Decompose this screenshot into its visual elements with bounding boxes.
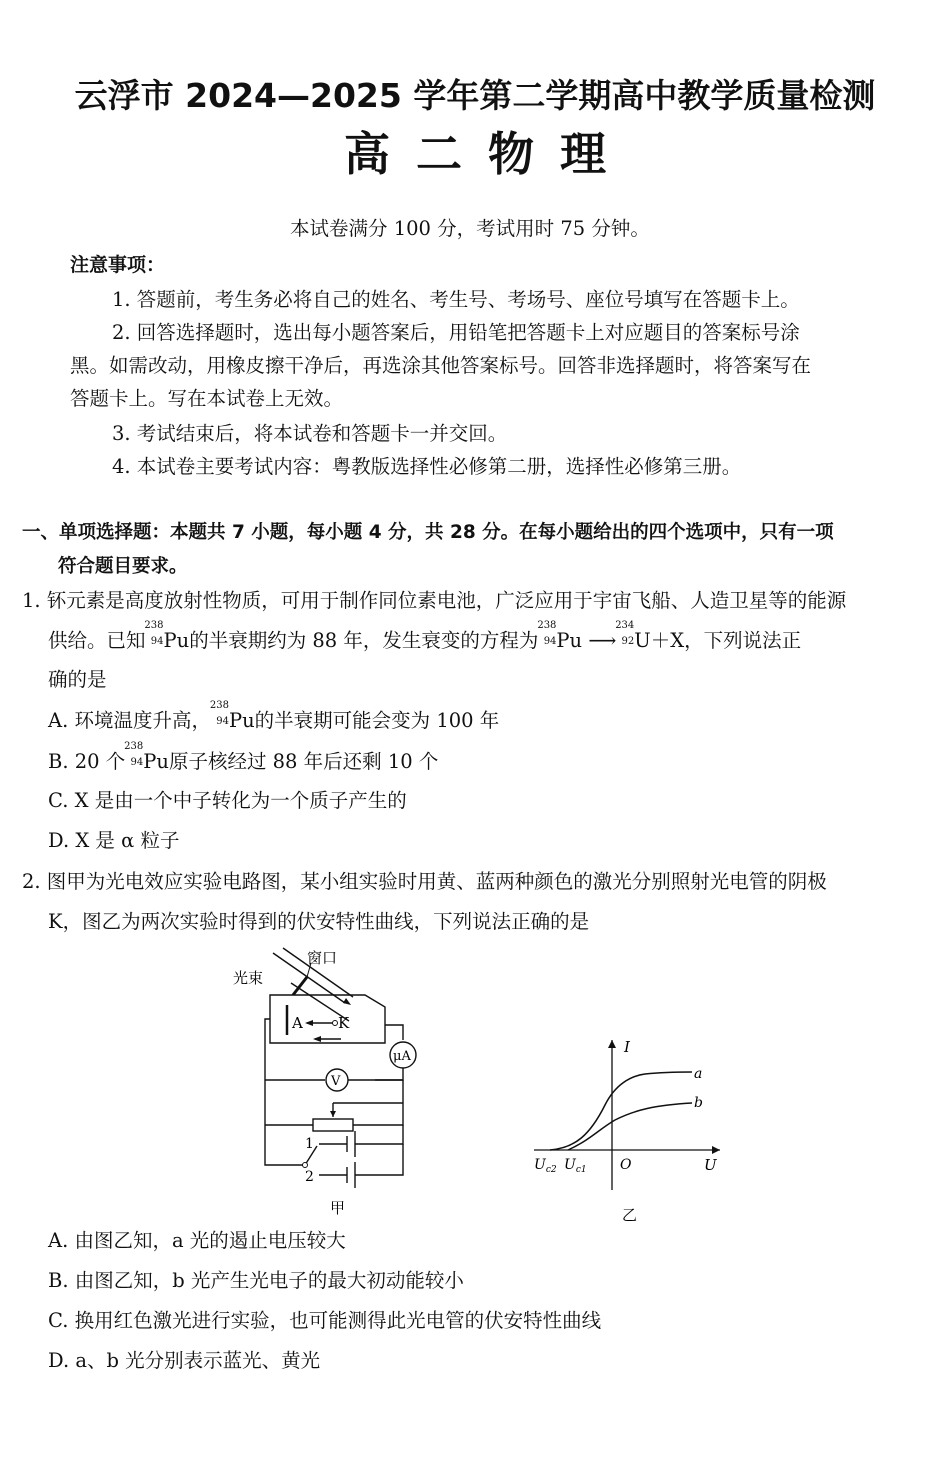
note-3: 3. 考试结束后，将本试卷和答题卡一并交回。	[112, 422, 508, 445]
curve-a	[550, 1072, 692, 1150]
notes-heading: 注意事项：	[70, 254, 166, 276]
note-1: 1. 答题前，考生务必将自己的姓名、考生号、考场号、座位号填写在答题卡上。	[112, 288, 800, 311]
cathode-label: K	[338, 1014, 350, 1032]
q2-line2: K，图乙为两次实验时得到的伏安特性曲线，下列说法正确的是	[48, 910, 590, 933]
note-4: 4. 本试卷主要考试内容：粤教版选择性必修第二册，选择性必修第三册。	[112, 455, 742, 478]
exam-intro: 本试卷满分 100 分，考试用时 75 分钟。	[290, 217, 650, 240]
rheostat	[313, 1119, 353, 1131]
q1-line3: 确的是	[48, 668, 107, 691]
q1-line2: 供给。已知 238 94 Pu的半衰期约为 88 年，发生衰变的方程为 238 94 Pu ⟶ 234 92 U＋X，下列说法正	[48, 620, 802, 652]
u-isotope: 234 92	[615, 620, 635, 647]
curve-b	[568, 1103, 692, 1150]
iv-curve-graph	[520, 1030, 730, 1225]
figure-jia-caption: 甲	[330, 1199, 346, 1217]
curve-a-label: a	[694, 1066, 703, 1082]
q2-option-d: D. a、b 光分别表示蓝光、黄光	[48, 1349, 321, 1372]
curve-b-label: b	[694, 1095, 703, 1111]
section1-line1: 一、单项选择题：本题共 7 小题，每小题 4 分，共 28 分。在每小题给出的四个选项中，只有一项	[22, 522, 834, 543]
reaction-arrow: ⟶	[588, 629, 617, 652]
y-axis-label: I	[624, 1038, 630, 1056]
subject-title: 高二物理	[344, 127, 632, 181]
q2-line1: 2. 图甲为光电效应实验电路图，某小组实验时用黄、蓝两种颜色的激光分别照射光电管的阴极	[22, 870, 827, 893]
pu-isotope-1: 238 94	[144, 620, 164, 647]
origin-label: O	[620, 1157, 632, 1173]
ammeter-label: μA	[393, 1049, 411, 1064]
figure-yi-caption: 乙	[622, 1206, 638, 1224]
beam-arrowhead	[343, 998, 351, 1005]
exam-title: 云浮市 2024—2025 学年第二学期高中教学质量检测	[74, 76, 876, 115]
q1-option-c: C. X 是由一个中子转化为一个质子产生的	[48, 789, 407, 812]
switch-1-label: 1	[305, 1136, 314, 1152]
q1-option-d: D. X 是 α 粒子	[48, 829, 180, 852]
uc1-label: $U_{c1}$	[564, 1157, 587, 1175]
q1-option-a: A. 环境温度升高， 238 94 Pu的半衰期可能会变为 100 年	[48, 700, 500, 732]
switch-2-label: 2	[305, 1169, 314, 1185]
q2-option-a: A. 由图乙知，a 光的遏止电压较大	[48, 1229, 346, 1252]
window-label: 窗口	[307, 949, 338, 967]
section1-line2: 符合题目要求。	[58, 556, 188, 577]
note-2a: 2. 回答选择题时，选出每小题答案后，用铅笔把答题卡上对应题目的答案标号涂	[112, 321, 800, 344]
q2-option-c: C. 换用红色激光进行实验，也可能测得此光电管的伏安特性曲线	[48, 1309, 602, 1332]
x-axis-label: U	[704, 1156, 717, 1174]
q1-line1: 1. 钚元素是高度放射性物质，可用于制作同位素电池，广泛应用于宇宙飞船、人造卫星等的能源	[22, 589, 847, 612]
q2-option-b: B. 由图乙知，b 光产生光电子的最大初动能较小	[48, 1269, 464, 1292]
note-2c: 答题卡上。写在本试卷上无效。	[70, 387, 344, 410]
voltmeter-label: V	[331, 1074, 341, 1089]
q1-option-b: B. 20 个 238 94 Pu原子核经过 88 年后还剩 10 个	[48, 741, 439, 773]
beam-label: 光束	[233, 969, 264, 987]
circuit-diagram	[225, 945, 425, 1220]
pu-isotope-2: 238 94	[537, 620, 557, 647]
anode-label: A	[292, 1014, 303, 1032]
note-2b: 黑。如需改动，用橡皮擦干净后，再选涂其他答案标号。回答非选择题时，将答案写在	[70, 354, 812, 377]
uc2-label: $U_{c2}$	[534, 1157, 557, 1175]
